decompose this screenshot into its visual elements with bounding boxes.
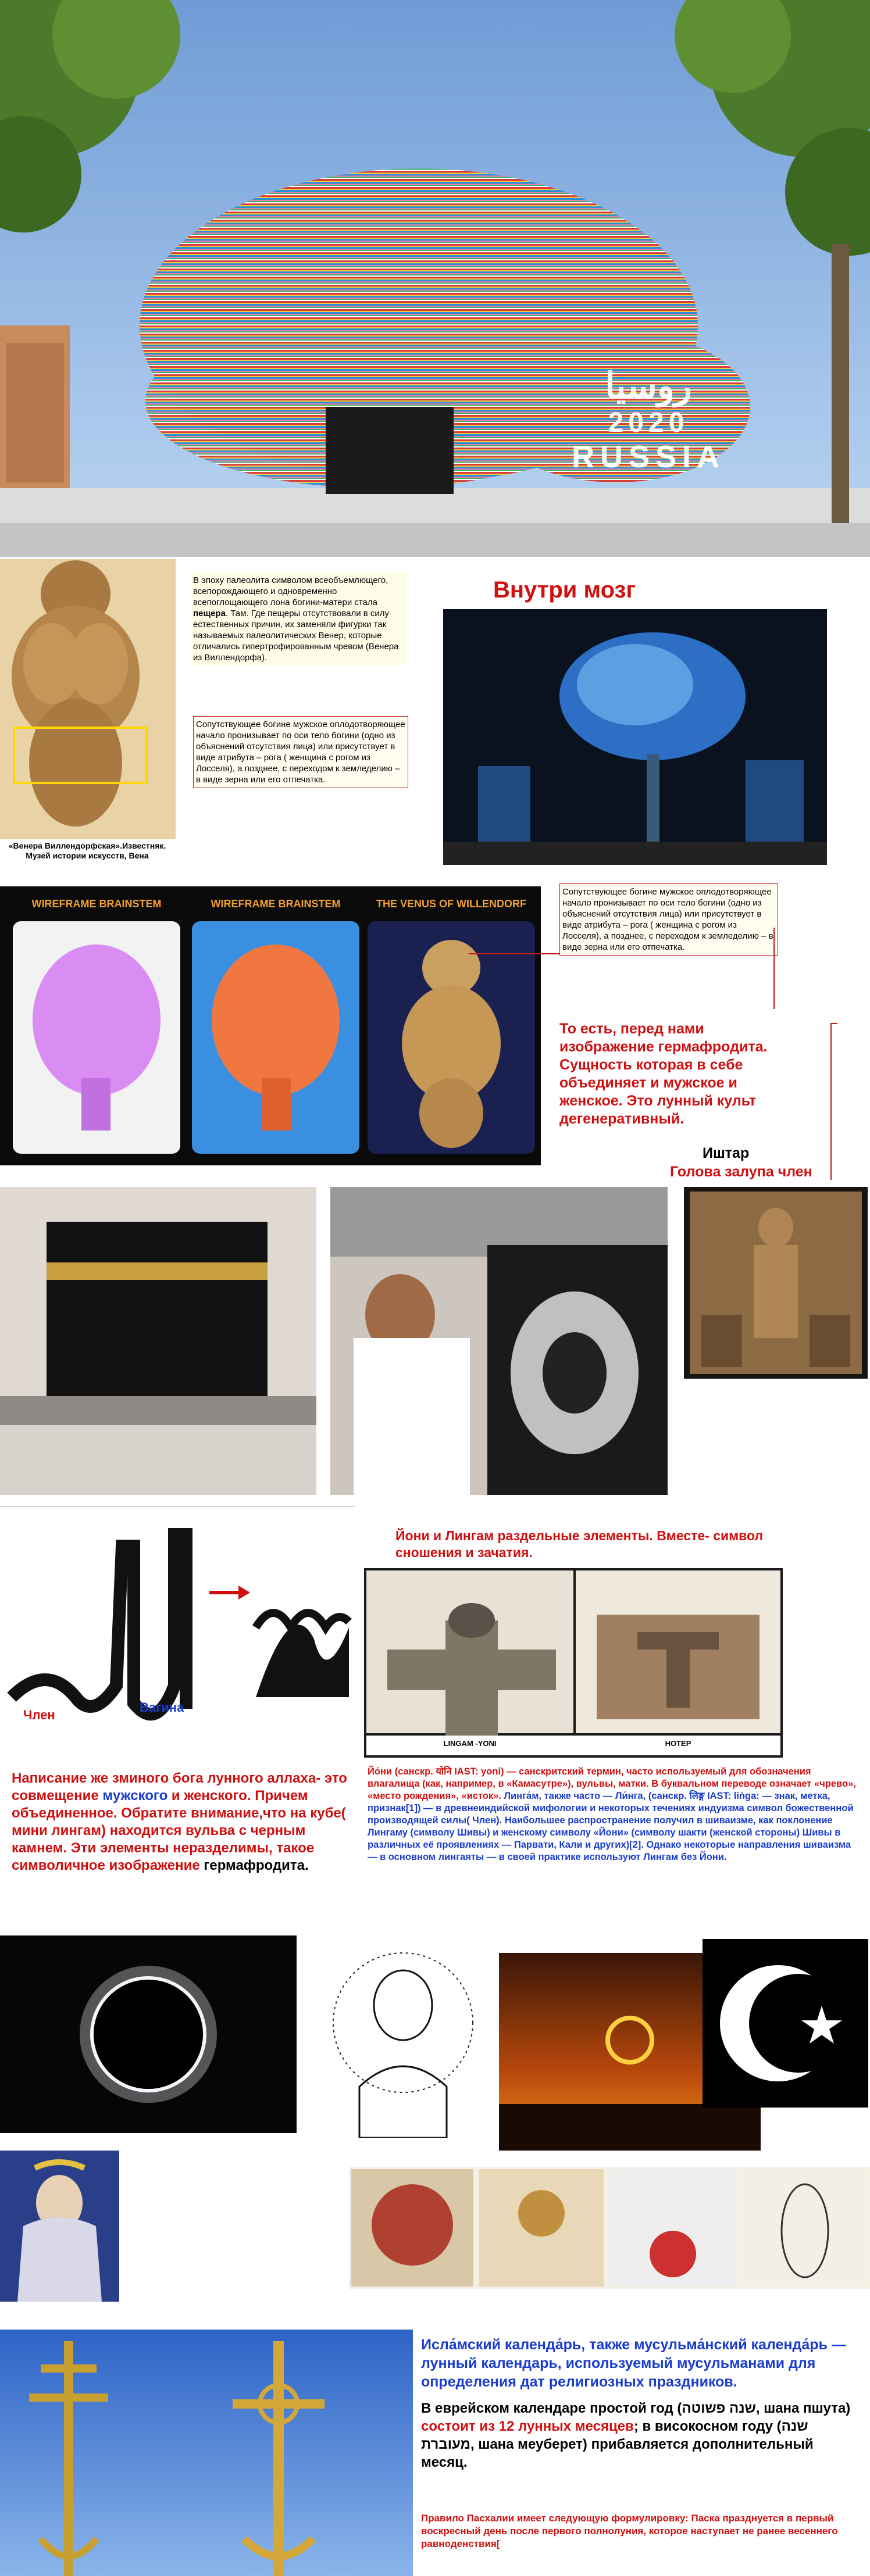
madonna-icon-image <box>0 2151 119 2302</box>
venus-caption-line1: «Венера Виллендорфская».Известняк. <box>8 841 166 850</box>
venus-p1-a: В эпоху палеолита символом всеобъемлющего, всепорождающего и одновременно всепоглощающего лона богини-матери стала <box>193 575 388 607</box>
brainstem-panels-photo <box>0 886 541 1165</box>
expo-logo-text: RUSSIA <box>571 439 726 474</box>
expo-pavilion-photo <box>0 0 870 557</box>
allah-expl-c: и <box>167 1788 184 1804</box>
alchemical-engravings-row <box>349 2167 870 2289</box>
allah-expl-a: Написание же зминого бога лунного аллаха- это совмещение <box>12 1770 347 1804</box>
venus-p2-text: Сопутствующее богине мужское оплодотворяющее начало пронизывает по оси тело богини (одно из объяснений отсутствия лица) или присутствует в виде атрибута – рога ( женщина с рогом из Лосселя), а позднее, с переходом к земледелию – в виде зерна или его отпечатка. <box>196 720 405 785</box>
inside-brain-title: Внутри мозг <box>493 577 636 603</box>
islamic-cal-b: — лунный календарь, используемый мусульманами для определения дат религиозных праздников. <box>421 2337 846 2390</box>
pointer-line-1 <box>469 953 559 954</box>
hermaphrodite-text: То есть, перед нами изображение гермафродита. Сущность которая в себе объединяет и мужское и женское. Это лунный культ дегенеративный. <box>559 1021 768 1127</box>
ishtar-pointer-tick <box>830 1023 837 1024</box>
islamic-calendar-text <box>421 2335 866 2391</box>
venus-paragraph-2 <box>193 716 408 788</box>
allah-explanation <box>12 1770 349 1874</box>
allah-expl-f: гермафродита <box>204 1858 305 1873</box>
easter-rule-text: Правило Пасхалии имеет следующую формулировку: Паска празднуется в первый воскресный день после первого полнолуния, которое наступает не ранее весеннего равноденствия[ <box>421 2513 838 2549</box>
label-vagina: Вагина <box>140 1700 184 1715</box>
androgyne-engraving <box>307 1935 499 2138</box>
brain-exhibit-photo <box>443 609 827 865</box>
islamic-cal-a: Исла́мский календа́рь, также мусульма́нский календа́рь <box>421 2337 828 2353</box>
crescent-star-symbol <box>703 1939 868 2108</box>
lingam-yoni-photo <box>364 1568 783 1758</box>
expo-logo-year: 2020 <box>608 407 689 438</box>
venus-caption-line2: Музей истории искусств, Вена <box>26 851 149 860</box>
ishtar-relief-photo <box>684 1187 868 1379</box>
hebrew-calendar-text <box>421 2399 851 2471</box>
venus-caption <box>0 841 174 861</box>
venus-p1-c: . Там. Где пещеры отсутствовали в силу естественных причин, их заменяли фигурки так называемых палеолитических Венер, которые отличались гипертрофированным чревом (Венера из Виллендорфа). <box>193 609 399 663</box>
venus-paragraph-1 <box>191 573 406 666</box>
panel2-title: WIREFRAME BRAINSTEM <box>211 898 341 910</box>
ishtar-title: Иштар <box>703 1145 750 1161</box>
yoni-lingam-title: Йони и Лингам раздельные элементы. Вместе- символ сношения и зачатия. <box>395 1528 764 1560</box>
solar-eclipse-photo <box>0 1935 297 2133</box>
hebrew-cal-b: состоит из 12 лунных месяцев <box>421 2418 634 2434</box>
expo-logo <box>552 366 744 506</box>
panel1-title: WIREFRAME BRAINSTEM <box>31 898 162 910</box>
black-stone-photo <box>330 1187 668 1495</box>
ishtar-pointer <box>830 1023 832 1180</box>
photo-label-right: HOTEP <box>665 1739 691 1748</box>
venus-of-willendorf-photo <box>0 559 176 839</box>
yoni-def-a: Йо́ни (санскр. योनि IAST: yoni) — санскритский термин, часто используемый для обозначения влагалища (как, например, в «Камасутре»), вульвы, матки. В буквальном переводе означает «чрево», «место рождения», «исток». <box>368 1766 856 1801</box>
ishtar-subtitle: Голова залупа член <box>670 1164 812 1180</box>
photo-label-left: LINGAM -YONI <box>443 1739 497 1748</box>
expo-logo-arabic: روسيا <box>605 366 692 406</box>
yoni-def-b: Линга́м, также часто — Ли́нга, (санскр. लिङ्ग IAST: liṅga: — знак, метка, признак[1]) — в древнеиндийской мифологии и некоторых течениях индуизма символ божественной производящей силы( Член). Наибольшее распространение получил в шиваизме, как поклонение Лингаму (символу Шивы) и женскому символу «Йони» (символу шакти (женской стороны) Шивы в различных её проявлениях — Парвати, Кали и других)[2]. Однако некоторые направления шиваизма — в основном лингаяты — в своей практике используют Лингам без Йони. <box>368 1791 854 1862</box>
allah-expl-e: . Причем объединенное. Обратите внимание,что на кубе( мини лингам) находится вульва с черным камнем. Эти элементы неразделимы, такое символичное изображение <box>12 1788 346 1873</box>
venus-p1-b: пещера <box>193 609 226 618</box>
orthodox-cross-crescent-photo <box>0 2330 413 2576</box>
label-member: Член <box>23 1708 55 1722</box>
panel3-title: THE VENUS OF WILLENDORF <box>376 898 526 910</box>
hebrew-cal-a: В еврейском календаре простой год (שנה פשוטה, шана пшута) <box>421 2400 851 2416</box>
bracket-right-top <box>773 928 775 1009</box>
brainstem-callout <box>559 883 778 956</box>
brainstem-callout-text: Сопутствующее богине мужское оплодотворяющее начало пронизывает по оси тело богини (одно из объяснений отсутствия лица) или присутствует в виде атрибута – рога ( женщина с рогом из Лосселя), а позднее, с переходом к земледелию – в виде зерна или его отпечатка. <box>562 887 773 952</box>
allah-expl-g: . <box>304 1858 309 1873</box>
yoni-lingam-definition <box>368 1766 862 1863</box>
allah-expl-b: мужского <box>102 1788 168 1804</box>
kaaba-photo <box>0 1187 316 1495</box>
allah-expl-d: женского <box>184 1788 247 1804</box>
allah-calligraphy-image <box>0 1511 356 1749</box>
hebrew-cal-c: ; в високосном году (שנה מעוברת, шана меуберет) прибавляется дополнительный месяц. <box>421 2418 814 2470</box>
